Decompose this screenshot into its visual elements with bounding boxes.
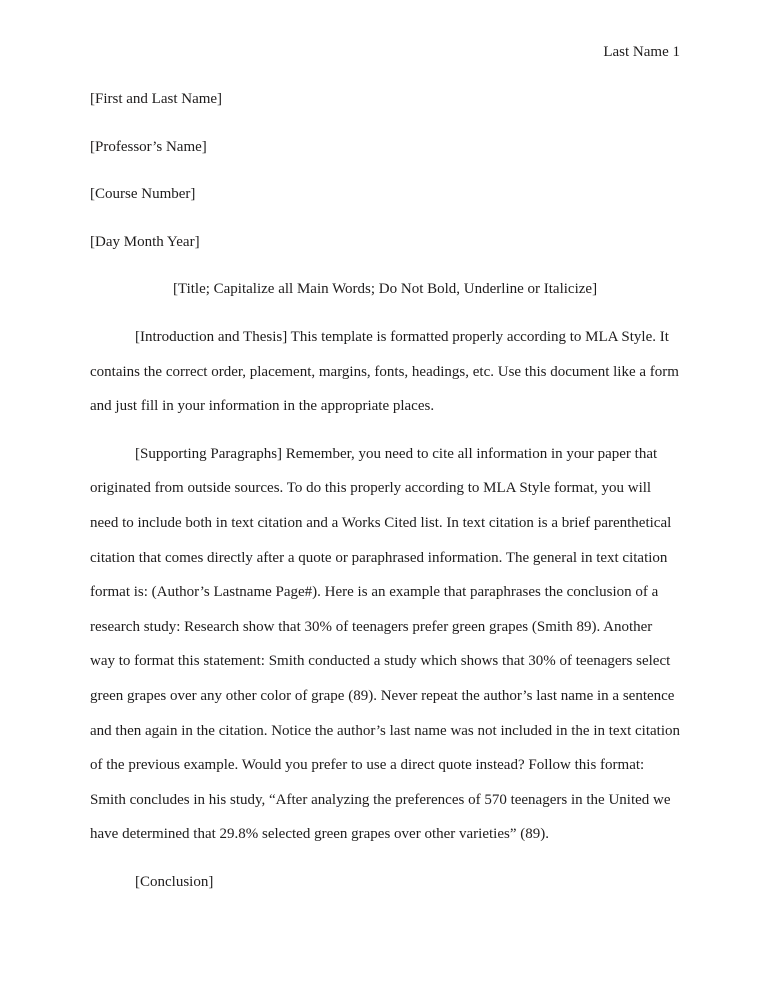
running-head: Last Name 1: [603, 44, 680, 60]
introduction-paragraph: [Introduction and Thesis] This template is formatted properly according to MLA Style. It contains the correct order, placement, margins, fonts, headings, etc. Use this document like a form and just fill in your information in the appropriate places.: [90, 328, 679, 415]
course-number-line: [Course Number]: [90, 186, 196, 203]
document-body: [90, 82, 680, 899]
paper-title: [Title; Capitalize all Main Words; Do Not Bold, Underline or Italicize]: [172, 281, 598, 298]
date-line: [Day Month Year]: [90, 233, 200, 250]
author-name-line: [First and Last Name]: [90, 91, 223, 107]
professor-name-line: [Professor’s Name]: [90, 138, 207, 155]
conclusion-paragraph: [Conclusion]: [135, 873, 214, 890]
supporting-paragraph: [Supporting Paragraphs] Remember, you need to cite all information in your paper that originated from outside sources. To do this properly according to MLA Style format, you will need to include both in text citation and a Works Cited list. In text citation is a brief parenthetical citation that comes directly after a quote or paraphrased information. The general in text citation format is: (Author’s Lastname Page#). Here is an example that paraphrases the conclusion of a research study: Research show that 30% of teenagers prefer green grapes (Smith 89). Another way to format this statement: Smith conducted a study which shows that 30% of teenagers select green grapes over any other color of grape (89). Never repeat the author’s last name in a sentence and then again in the citation. Notice the author’s last name was not included in the in text citation of the previous example. Would you prefer to use a direct quote instead? Follow this format: Smith concludes in his study, “After analyzing the preferences of 570 teenagers in the United we have determined that 29.8% selected green grapes over other varieties” (89).: [90, 445, 680, 843]
